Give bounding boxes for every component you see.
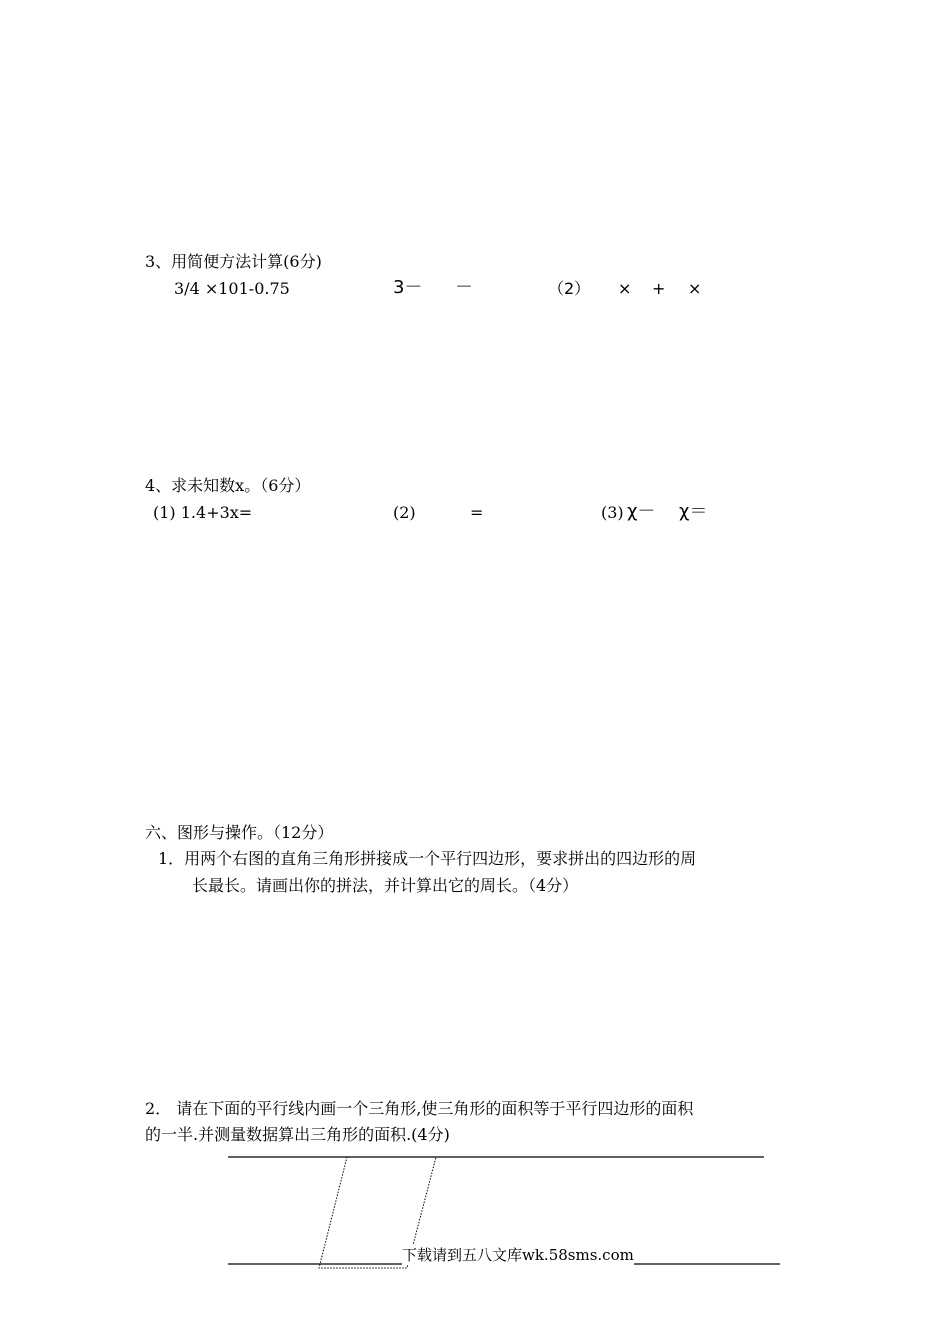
section-3-expr-3-times-2: ×	[688, 279, 702, 298]
section-3-expr-2-a: 3－	[393, 277, 423, 298]
equation-3-label: (3)	[601, 503, 624, 522]
section-3-expr-3-times-1: ×	[618, 279, 632, 298]
equation-2-equals: =	[470, 503, 484, 522]
watermark-text: 下载请到五八文库wk.58sms.com	[402, 1246, 634, 1264]
section-3-expr-1: 3/4 ×101-0.75	[174, 279, 290, 298]
question-2-line-1: 2． 请在下面的平行线内画一个三角形,使三角形的面积等于平行四边形的面积	[145, 1099, 694, 1118]
equation-3-part-b: χ＝	[679, 501, 708, 522]
section-4-heading: 4、求未知数x。（6分）	[145, 476, 311, 495]
question-1-line-1: 1．用两个右图的直角三角形拼接成一个平行四边形，要求拼出的四边形的周	[158, 849, 697, 868]
section-3-expr-2-b: －	[455, 277, 473, 298]
section-3-heading: 3、用简便方法计算(6分)	[145, 252, 322, 271]
equation-3-part-a: χ－	[627, 501, 656, 522]
section-6-heading: 六、图形与操作。（12分）	[145, 823, 334, 842]
equation-2-label: (2)	[393, 503, 416, 522]
equation-1: (1) 1.4+3x=	[153, 503, 253, 522]
question-2-line-2: 的一半.并测量数据算出三角形的面积.(4分)	[145, 1125, 450, 1144]
section-3-expr-3-label: （2）	[548, 279, 591, 298]
section-3-expr-3-plus: +	[652, 279, 666, 298]
question-1-line-2: 长最长。请画出你的拼法，并计算出它的周长。（4分）	[192, 876, 579, 895]
